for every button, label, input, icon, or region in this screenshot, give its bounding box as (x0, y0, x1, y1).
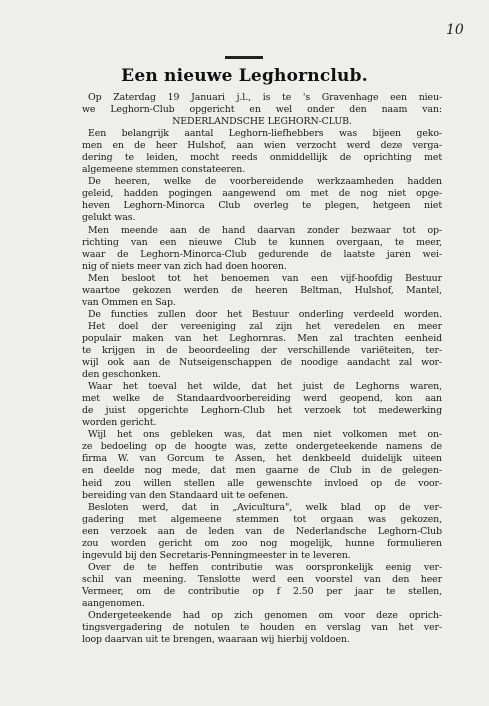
text-line: heven Leghorn-Minorca Club overleg te plegen, hetgeen niet (82, 200, 442, 212)
text-line: Men besloot tot het benoemen van een vijf-hoofdig Bestuur (88, 272, 442, 284)
text-line: den geschonken. (82, 369, 161, 381)
text-line: een verzoek aan de leden van de Nederlandsche Leghorn-Club (82, 525, 442, 537)
text-line: Waar het toeval het wilde, dat het juist de Leghorns waren, (88, 381, 442, 393)
text-line: Vermeer, om de contributie op f 2.50 per jaar te stellen, (82, 585, 442, 597)
text-line: waar de Leghorn-Minorca-Club gedurende de laatste jaren wei- (82, 248, 442, 260)
text-line: ze bedoeling op de hoogte was, zette ondergeteekende namens de (82, 441, 442, 453)
text-line: De functies zullen door het Bestuur onderling verdeeld worden. (88, 308, 442, 320)
text-line: Ondergeteekende had op zich genomen om voor deze oprich- (88, 610, 442, 622)
text-line: De heeren, welke de voorbereidende werkzaamheden hadden (88, 176, 442, 188)
text-line: algemeene stemmen constateeren. (82, 164, 246, 176)
text-line: richting van een nieuwe Club te kunnen overgaan, te meer, (82, 236, 442, 248)
text-line: NEDERLANDSCHE LEGHORN-CLUB. (172, 116, 352, 128)
text-line: wijl ook aan de Nutseigenschappen de noodige aandacht zal wor- (82, 357, 442, 369)
text-line: Een belangrijk aantal Leghorn-liefhebbers was bijeen geko- (88, 128, 442, 140)
text-line: we Leghorn-Club opgericht en wel onder den naam van: (82, 104, 442, 116)
text-line: dering te leiden, mocht reeds onmiddellijk de oprichting met (82, 152, 442, 164)
text-line: Besloten werd, dat in „Avicultura", welk blad op de ver- (88, 501, 442, 513)
text-line: Het doel der vereeniging zal zijn het veredelen en meer (88, 320, 442, 332)
text-line: Op Zaterdag 19 Januari j.l., is te 's Gravenhage een nieu- (88, 92, 442, 103)
text-line: van Ommen en Sap. (82, 296, 176, 308)
text-line: zou worden gericht om zoo nog mogelijk, hunne formulieren (82, 537, 442, 549)
text-line: Men meende aan de hand daarvan zonder bezwaar tot op- (88, 224, 442, 236)
text-line: men en de heer Hulshof, aan wien verzocht werd deze verga- (82, 140, 442, 152)
text-line: de juist opgerichte Leghorn-Club het verzoek tot medewerking (82, 405, 442, 417)
text-line: gelukt was. (82, 212, 136, 224)
text-line: loop daarvan uit te brengen, waaraan wij hierbij voldoen. (82, 634, 350, 646)
text-line: firma W. van Gorcum te Assen, het denkbeeld duidelijk uiteen (82, 453, 442, 465)
text-line: tingsvergadering de notulen te houden en verslag van het ver- (82, 622, 442, 634)
text-line: waartoe gekozen werden de heeren Beltman, Hulshof, Mantel, (82, 284, 442, 296)
text-line: nig of niets meer van zich had doen hooren. (82, 260, 287, 272)
text-line: worden gericht. (82, 417, 157, 429)
text-line: met welke de Standaardvoorbereiding werd geopend, kon aan (82, 393, 442, 405)
title-rule (225, 56, 263, 59)
text-line: geleid, hadden pogingen aangewend om met de nog niet opge- (82, 188, 442, 200)
text-line: en deelde nog mede, dat men gaarne de Club in de gelegen- (82, 465, 442, 477)
text-line: Wijl het ons gebleken was, dat men niet volkomen met on- (88, 429, 442, 441)
text-line: ingevuld bij den Secretaris-Penningmeester in te leveren. (82, 549, 351, 561)
page-number: 10 (446, 22, 464, 38)
text-line: populair maken van het Leghornras. Men zal trachten eenheid (82, 332, 442, 344)
text-line: te krijgen in de beoordeeling der verschillende variëteiten, ter- (82, 344, 442, 356)
text-line: aangenomen. (82, 597, 145, 609)
article-title: Een nieuwe Leghornclub. (121, 66, 368, 86)
text-line: bereiding van den Standaard uit te oefenen. (82, 489, 289, 501)
text-line: schil van meening. Tenslotte werd een voorstel van den heer (82, 573, 442, 585)
text-line: heid zou willen stellen alle gewenschte invloed op de voor- (82, 477, 442, 489)
article-body (82, 92, 442, 646)
text-line: Over de te heffen contributie was oorspronkelijk eenig ver- (88, 561, 442, 573)
text-line: gadering met algemeene stemmen tot orgaan was gekozen, (82, 513, 442, 525)
